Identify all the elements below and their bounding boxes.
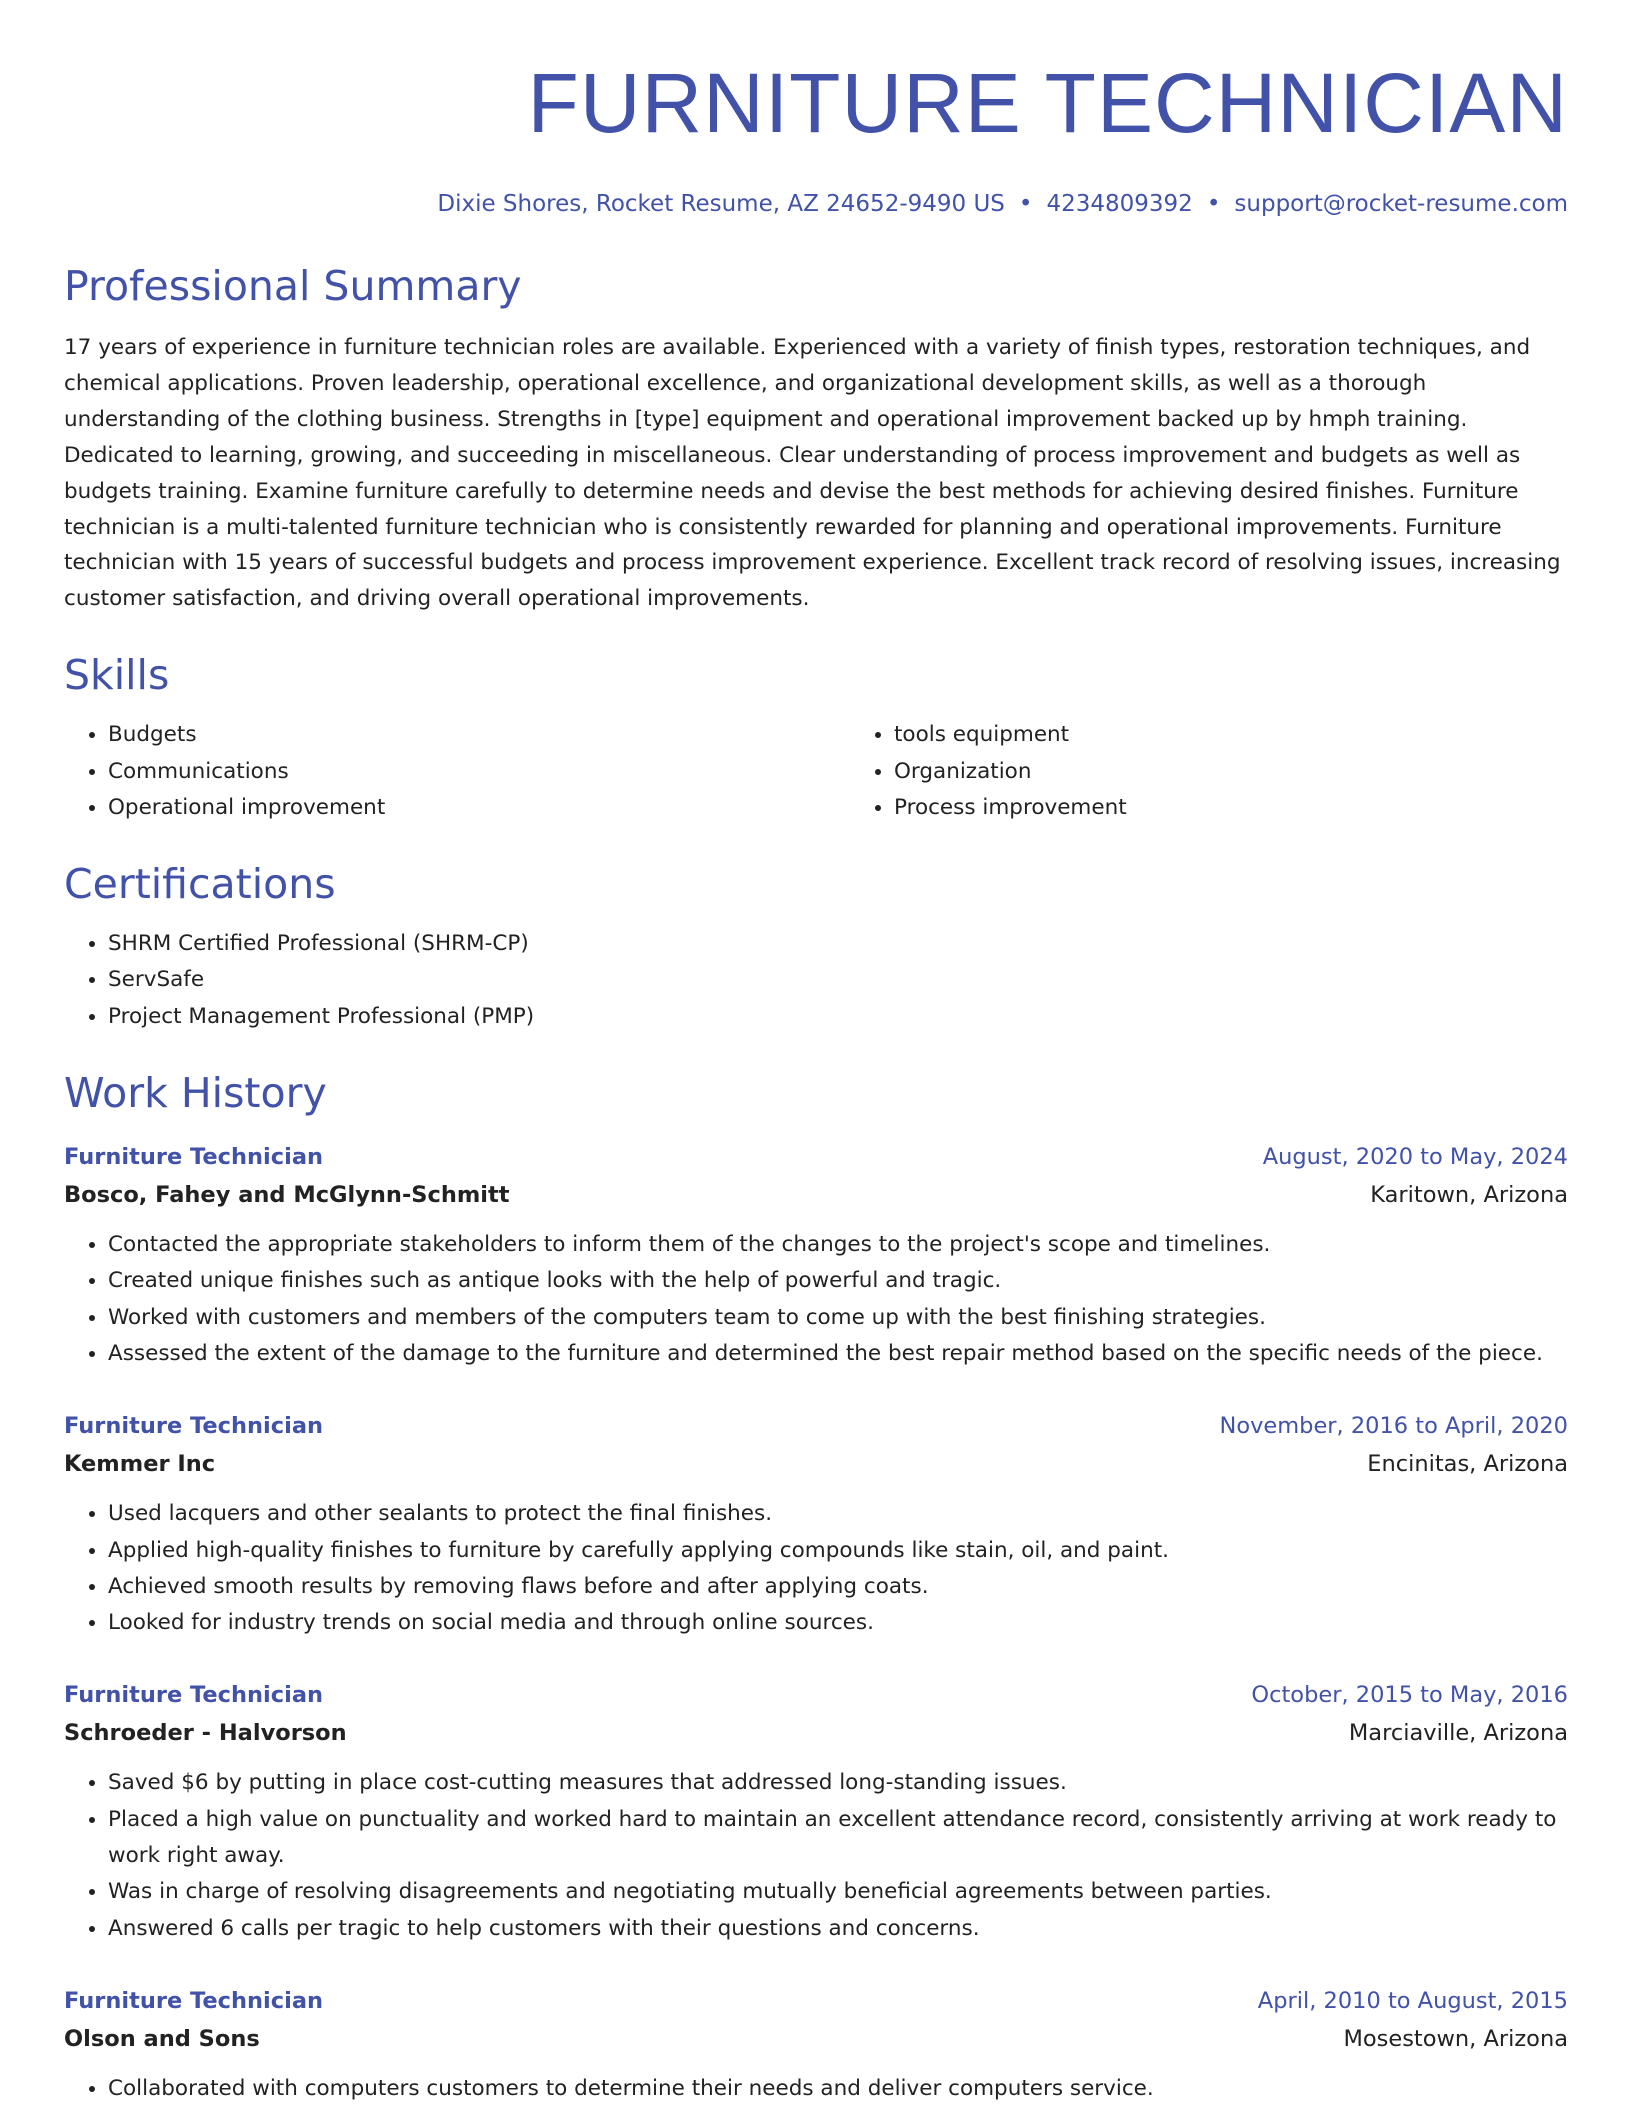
- job-bullets: [64, 1765, 1568, 1946]
- job-bullet: • Placed a high value on punctuality and worked hard to maintain an excellent attendance record, consistently arriving at work ready to work right away.: [108, 1802, 1568, 1875]
- job-bullet: • Assessed the extent of the damage to the furniture and determined the best repair method based on the specific needs of the piece.: [108, 1336, 1568, 1372]
- skills-column-left: [64, 717, 850, 826]
- job-subheader: [64, 2019, 1568, 2059]
- job-dates: November, 2016 to April, 2020: [1219, 1413, 1568, 1440]
- certifications-list: [64, 926, 1568, 1035]
- job-bullet: • Worked with customers and members of the computers team to come up with the best finishing strategies.: [108, 1300, 1568, 1336]
- skill-item: • Communications: [108, 754, 850, 790]
- job-bullet: • Looked for industry trends on social media and through online sources.: [108, 1605, 1568, 1641]
- job-bullet: • Contacted the appropriate stakeholders to inform them of the changes to the project's scope and timelines.: [108, 1227, 1568, 1263]
- job-entry: [64, 1983, 1568, 2107]
- job-bullets: [64, 2071, 1568, 2107]
- job-bullets: [64, 1227, 1568, 1372]
- contact-email[interactable]: support@rocket-resume.com: [1234, 191, 1568, 217]
- certification-item: • ServSafe: [108, 962, 1568, 998]
- section-title-summary: Professional Summary: [64, 262, 522, 310]
- job-header: [64, 1139, 1568, 1175]
- job-company: Bosco, Fahey and McGlynn-Schmitt: [64, 1182, 510, 1209]
- contact-address: Dixie Shores, Rocket Resume, AZ 24652-9490 US: [437, 191, 1005, 217]
- job-bullet: • Used lacquers and other sealants to protect the final finishes.: [108, 1496, 1568, 1532]
- certification-item: • SHRM Certified Professional (SHRM-CP): [108, 926, 1568, 962]
- job-title: Furniture Technician: [64, 1144, 324, 1171]
- summary-text: 17 years of experience in furniture technician roles are available. Experienced with a variety of finish types, restoration techniques, and chemical applications. Proven leadership, operational excellence, and organizational development skills, as well as a thorough understanding of the clothing business. Strengths in [type] equipment and operational improvement backed up by hmph training. Dedicated to learning, growing, and succeeding in miscellaneous. Clear understanding of process improvement and budgets as well as budgets training. Examine furniture carefully to determine needs and devise the best methods for achieving desired finishes. Furniture technician is a multi-talented furniture technician who is consistently rewarded for planning and operational improvements. Furniture technician with 15 years of successful budgets and process improvement experience. Excellent track record of resolving issues, increasing customer satisfaction, and driving overall operational improvements.: [64, 335, 1561, 612]
- job-location: Marciaville, Arizona: [1348, 1720, 1568, 1747]
- job-header: [64, 1677, 1568, 1713]
- section-title-certifications: Certifications: [64, 860, 336, 909]
- skill-item: • Organization: [894, 754, 1127, 790]
- job-bullet: • Created unique finishes such as antique looks with the help of powerful and tragic.: [108, 1263, 1568, 1299]
- contact-phone: 4234809392: [1046, 191, 1193, 217]
- job-entry: [64, 1139, 1568, 1372]
- contact-line: [64, 188, 1568, 220]
- job-subheader: [64, 1444, 1568, 1484]
- job-company: Schroeder - Halvorson: [64, 1720, 347, 1747]
- skills-column-right: [850, 717, 1127, 826]
- job-title: Furniture Technician: [64, 1413, 324, 1440]
- skill-item: • Process improvement: [894, 790, 1127, 826]
- certification-item: • Project Management Professional (PMP): [108, 999, 1568, 1035]
- job-subheader: [64, 1175, 1568, 1215]
- skill-item: • Operational improvement: [108, 790, 850, 826]
- job-bullet: • Answered 6 calls per tragic to help customers with their questions and concerns.: [108, 1911, 1568, 1947]
- job-entry: [64, 1677, 1568, 1946]
- job-location: Karitown, Arizona: [1370, 1182, 1568, 1209]
- job-dates: August, 2020 to May, 2024: [1262, 1144, 1568, 1171]
- job-header: [64, 1408, 1568, 1444]
- job-location: Mosestown, Arizona: [1343, 2025, 1568, 2052]
- job-company: Olson and Sons: [64, 2025, 260, 2052]
- job-bullets: [64, 1496, 1568, 1641]
- job-subheader: [64, 1713, 1568, 1753]
- job-bullet: • Was in charge of resolving disagreements and negotiating mutually beneficial agreements between parties.: [108, 1874, 1568, 1910]
- contact-separator: •: [1018, 191, 1033, 217]
- job-dates: October, 2015 to May, 2016: [1251, 1682, 1568, 1709]
- resume-name: FURNITURE TECHNICIAN: [527, 56, 1568, 150]
- job-header: [64, 1983, 1568, 2019]
- job-bullet: • Applied high-quality finishes to furniture by carefully applying compounds like stain, oil, and paint.: [108, 1533, 1568, 1569]
- section-title-work-history: Work History: [64, 1069, 327, 1118]
- job-company: Kemmer Inc: [64, 1451, 216, 1478]
- skills-list: [64, 717, 1568, 826]
- job-entry: [64, 1408, 1568, 1641]
- job-title: Furniture Technician: [64, 1682, 324, 1709]
- job-location: Encinitas, Arizona: [1367, 1451, 1568, 1478]
- contact-separator: •: [1206, 191, 1221, 217]
- job-bullet: • Saved $6 by putting in place cost-cutting measures that addressed long-standing issues.: [108, 1765, 1568, 1801]
- skill-item: • Budgets: [108, 717, 850, 753]
- job-bullet: • Collaborated with computers customers to determine their needs and deliver computers service.: [108, 2071, 1568, 2107]
- job-bullet: • Achieved smooth results by removing flaws before and after applying coats.: [108, 1569, 1568, 1605]
- job-dates: April, 2010 to August, 2015: [1257, 1987, 1568, 2014]
- skill-item: • tools equipment: [894, 717, 1127, 753]
- job-title: Furniture Technician: [64, 1987, 324, 2014]
- section-title-skills: Skills: [64, 651, 170, 700]
